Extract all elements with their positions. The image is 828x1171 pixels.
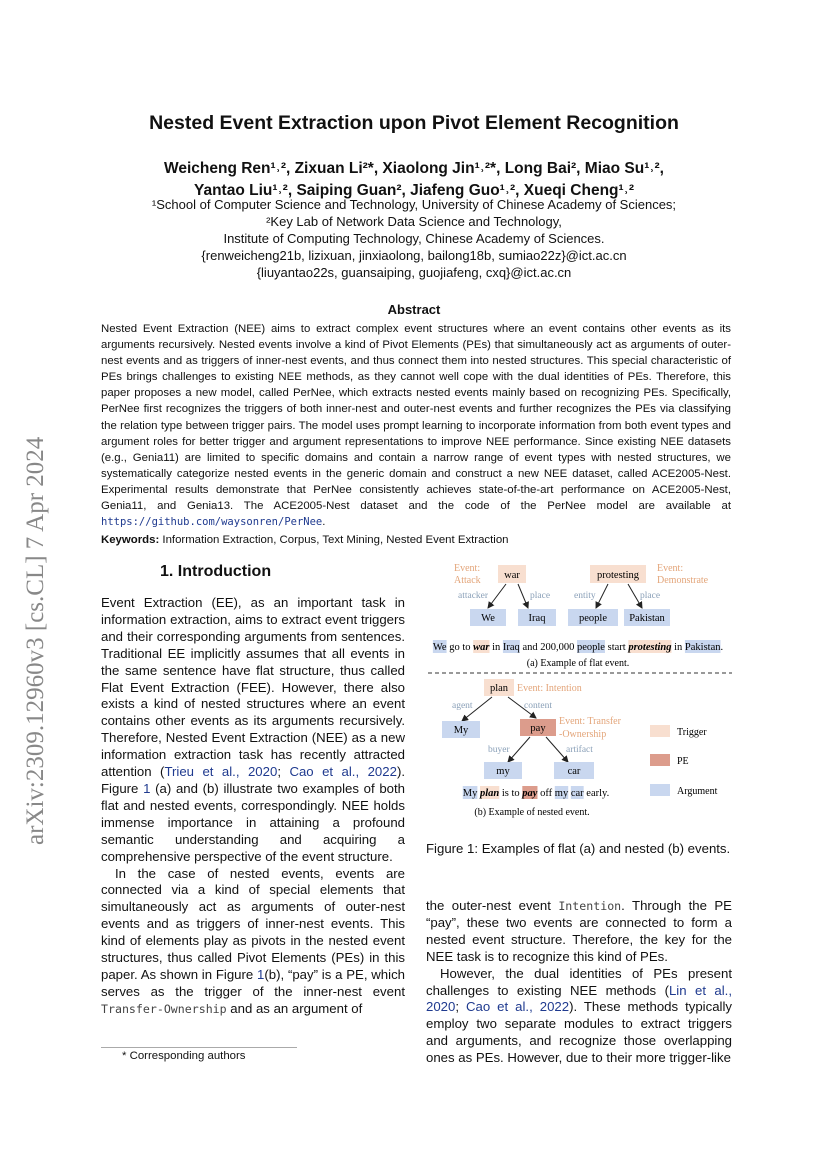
argument-word: We (481, 613, 495, 624)
paragraph (101, 595, 405, 866)
sentence-b (463, 786, 609, 799)
example-sentence: My plan is to pay off my car early. (462, 788, 610, 799)
event-type-name: Intention (558, 899, 622, 913)
subcaption-b: (b) Example of nested event. (474, 807, 590, 818)
right-column (426, 898, 732, 1067)
role-arrow (518, 584, 528, 608)
argument-word: My (453, 725, 469, 736)
paragraph (426, 898, 732, 966)
event-type: -Ownership (559, 729, 607, 740)
event-label: Event: Transfer (559, 716, 621, 727)
event-label: Event: Intention (517, 683, 582, 694)
event-type: Demonstrate (657, 575, 709, 586)
figure-1 (418, 558, 738, 828)
footnote: * Corresponding authors (122, 1050, 246, 1062)
paragraph (426, 966, 732, 1067)
argument-highlight: My (462, 788, 478, 799)
role-arrow (488, 584, 506, 608)
argument-highlight: Pakistan (684, 642, 721, 653)
legend-label: Trigger (677, 727, 707, 738)
role-arrow (508, 737, 530, 762)
text-run: ; (455, 999, 466, 1015)
legend-label: PE (677, 756, 689, 767)
argument-word: car (567, 766, 581, 777)
role-label: entity (574, 591, 596, 601)
role-label: artifact (566, 745, 593, 755)
argument-highlight: car (570, 788, 584, 799)
role-label: place (530, 591, 551, 601)
event-type: Attack (454, 575, 481, 586)
citation-link[interactable]: Cao et al., 2022 (289, 764, 397, 780)
sentence-a (433, 640, 723, 653)
footnote-rule (101, 1047, 297, 1048)
text-run: . Through the PE “pay”, these two events are connected to form a nested event structure. Therefore, the key for the NEE task is to recognize this kind of PEs. (426, 898, 732, 964)
text-run: (a) and (b) illustrate two examples of both flat and nested events, correspondingly. NEE holds immense importance in attaining a profound semantic understanding and acquiring a comprehensive perspective of the event structure. (101, 780, 406, 864)
trigger-highlight: protesting (628, 642, 672, 653)
citation-link[interactable]: Cao et al., 2022 (466, 999, 570, 1015)
citation-link[interactable]: Trieu et al., 2020 (164, 764, 278, 780)
text-run: In the case of nested events, events are connected via a kind of special elements that simultaneously act as arguments of outer-nest events and as triggers of inner-nest events. This kind of elements play as pivots in the nested event structures, thus called Pivot Elements (PEs) in this paper. As shown in Figure (101, 865, 405, 982)
argument-highlight: Iraq (502, 642, 520, 653)
legend-swatch-trigger (650, 725, 670, 737)
role-label: content (524, 701, 552, 711)
event-label: Event: (454, 563, 481, 574)
role-label: buyer (488, 745, 510, 755)
keywords (101, 534, 731, 546)
citation-link[interactable]: 1 (143, 780, 151, 796)
section-heading: 1. Introduction (160, 563, 272, 580)
text-run: ; (277, 764, 290, 780)
affiliation-line: Institute of Computing Technology, Chinese Academy of Sciences. (223, 231, 605, 246)
arxiv-side-label: arXiv:2309.12960v3 [cs.CL] 7 Apr 2024 (22, 436, 49, 845)
argument-highlight: my (554, 788, 569, 799)
example-sentence: We go to war in Iraq and 200,000 people start protesting in Pakistan. (432, 642, 724, 653)
role-arrow (546, 737, 568, 762)
affiliations (60, 196, 768, 281)
abstract-heading: Abstract (387, 302, 441, 317)
text-run: ). Figure (101, 764, 405, 796)
role-label: place (640, 591, 661, 601)
legend-swatch-pe (650, 754, 670, 766)
text-run: ). These methods typically employ two separate modules to extract triggers and arguments, and recognize those overlapping ones as PEs. However, due to their more trigger-like (426, 999, 732, 1066)
text-run: (b), “pay” is a PE, which serves as the trigger of the inner-nest event (101, 966, 405, 999)
legend-label: Argument (677, 786, 718, 797)
abstract-body (101, 321, 731, 530)
trigger-highlight: plan (479, 788, 500, 799)
abstract-end: . (322, 516, 326, 529)
argument-highlight: people (576, 642, 605, 653)
role-arrow (596, 584, 608, 608)
event-type-name: Transfer-Ownership (101, 1001, 227, 1016)
event-label: Event: (657, 563, 684, 574)
argument-highlight: We (432, 642, 447, 653)
role-label: attacker (458, 591, 489, 601)
citation-link[interactable]: 1 (257, 966, 265, 982)
subcaption-a: (a) Example of flat event. (526, 658, 630, 669)
argument-word: Pakistan (629, 613, 665, 624)
left-column (101, 595, 405, 1018)
abstract-text: Nested Event Extraction (NEE) aims to extract complex event structures where an event contains other events as its arguments recursively. Nested events involve a kind of Pivot Elements (PEs) that simultaneously act as arguments of outer-nest events and as triggers of inner-nest events, and thus connect them into nested structures. This special characteristic of PEs brings challenges to existing NEE methods, as they cannot well cope with the dual identities of PEs. Therefore, this paper proposes a new model, called PerNee, which extracts nested events mainly based on recognizing PEs. Specifically, PerNee first recognizes the triggers of both inner-nest and outer-nest events and further recognizes the PEs via classifying the relation type between trigger pairs. The model uses prompt learning to incorporate information from both event types and argument roles for better trigger and argument representations to improve NEE performance. Since existing NEE datasets (e.g., Genia11) are limited to specific domains and contain a narrow range of event types with nested structures, we systematically categorize nested events in the generic domain and construct a new NEE dataset, called ACE2005-Nest. Experimental results demonstrate that PerNee consistently achieves state-of-the-art performance on ACE2005-Nest, Genia11, and Genia13. The ACE2005-Nest dataset and the code of the PerNee model are available at (101, 323, 731, 513)
text-run: However, the dual identities of PEs present challenges to existing NEE methods ( (426, 965, 732, 998)
argument-word: Iraq (528, 613, 546, 624)
text-run: Event Extraction (EE), as an important task in information extraction, aims to extract event triggers and their corresponding arguments from sentences. Traditional EE implicitly assumes that all events in the same sentence have flat structure, thus called Flat Event Extraction (FEE). However, there also exists a kind of nested structures where an event contains other events as its arguments recursively. Therefore, Nested Event Extraction (NEE) as a new information extraction task has recently attracted attention ( (101, 595, 405, 780)
keywords-label: Keywords: (101, 534, 160, 546)
email-line: {renweicheng21b, lizixuan, jinxiaolong, bailong18b, sumiao22z}@ict.ac.cn (201, 248, 627, 263)
text-run: the outer-nest event (426, 898, 559, 913)
keywords-text: Information Extraction, Corpus, Text Mining, Nested Event Extraction (159, 534, 509, 546)
paper-title: Nested Event Extraction upon Pivot Element Recognition (149, 112, 679, 134)
role-label: agent (452, 701, 473, 711)
authors-line-1: Weicheng Ren¹˒², Zixuan Li²*, Xiaolong Jin¹˒²*, Long Bai², Miao Su¹˒², (163, 160, 664, 177)
trigger-word: war (504, 570, 520, 581)
argument-word: people (579, 613, 607, 624)
affiliation-line: ¹School of Computer Science and Technology, University of Chinese Academy of Sciences; (151, 197, 677, 212)
trigger-word: protesting (597, 570, 639, 581)
citation-link[interactable]: Lin et al., 2020 (426, 982, 732, 1015)
argument-word: my (496, 766, 510, 777)
pe-highlight: pay (522, 788, 538, 799)
paragraph (101, 866, 405, 1018)
figure-caption: Figure 1: Examples of flat (a) and nested (b) events. (426, 841, 731, 856)
text-run: and as an argument of (226, 1000, 363, 1016)
email-line: {liuyantao22s, guansaiping, guojiafeng, cxq}@ict.ac.cn (256, 265, 572, 280)
legend-swatch-argument (650, 784, 670, 796)
code-link[interactable]: https://github.com/waysonren/PerNee (101, 516, 323, 529)
pe-word: pay (530, 723, 546, 734)
authors-line-2: Yantao Liu¹˒², Saiping Guan², Jiafeng Guo¹˒², Xueqi Cheng¹˒² (193, 182, 634, 199)
affiliation-line: ²Key Lab of Network Data Science and Technology, (266, 214, 562, 229)
trigger-highlight: war (473, 642, 490, 653)
trigger-word: plan (489, 683, 509, 694)
